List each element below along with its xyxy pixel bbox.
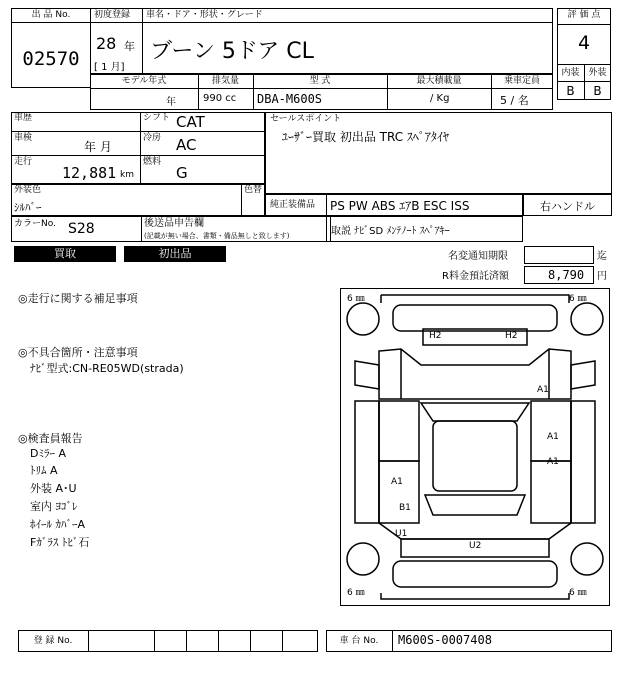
exterior-color: ｼﾙﾊﾞｰ: [14, 201, 42, 214]
ac-label: 冷房: [143, 133, 162, 143]
registration-year: 28: [96, 34, 117, 53]
chassis-label: 車 台 No.: [339, 636, 379, 646]
inspector-item: ﾄﾘﾑ A: [30, 464, 58, 477]
damage-mark: A1: [537, 385, 549, 395]
inspector-item: 室内 ﾖｺﾞﾚ: [30, 500, 78, 513]
fuel-label: 燃料: [143, 157, 162, 167]
docs-note: (記載が無い場合、書類・備品無しと致します): [144, 232, 290, 240]
purchase-badge: 買取: [14, 246, 116, 262]
score-label: 評 価 点: [567, 10, 601, 20]
manual-items: 取説 ﾅﾋﾞSD ﾒﾝﾃﾉｰﾄ ｽﾍﾟｱｷｰ: [331, 226, 450, 237]
docs-label: 後送品申告欄: [144, 218, 204, 229]
color-box: [11, 184, 265, 216]
displacement: 990 cc: [203, 93, 237, 104]
registration-label: 登 録 No.: [33, 636, 73, 646]
car-diagram: [340, 288, 610, 606]
color-number-label: カラーNo.: [14, 219, 56, 229]
details-box: [11, 112, 265, 184]
recycle-amount: 8,790: [548, 268, 585, 282]
tire-depth-front-right: 6 ㎜: [569, 294, 587, 304]
fuel: G: [176, 164, 188, 182]
defect-notes-title: ◎不具合箇所・注意事項: [18, 346, 138, 359]
equipment-label: 純正装備品: [270, 200, 316, 210]
sales-point: ﾕｰｻﾞｰ買取 初出品 TRC ｽﾍﾟｱﾀｲﾔ: [282, 130, 449, 144]
tire-depth-rear-left: 6 ㎜: [347, 588, 365, 598]
car-outline-drawing: [341, 289, 609, 605]
damage-mark: H2: [505, 331, 518, 341]
damage-mark: A1: [547, 432, 559, 442]
car-name: ブーン 5ドア CL: [150, 39, 314, 64]
score: 4: [577, 32, 591, 54]
damage-mark: H2: [429, 331, 442, 341]
mileage: 12,881: [62, 164, 117, 182]
equipment: PS PW ABS ｴｱB ESC ISS: [330, 199, 470, 213]
name-change-unit: 迄: [597, 251, 607, 262]
registration-year-unit: 年: [124, 40, 135, 53]
inspector-item: 外装 A･U: [30, 482, 77, 495]
tire-depth-front-left: 6 ㎜: [347, 294, 365, 304]
damage-mark: B1: [399, 503, 411, 513]
exterior-label: 外装: [588, 68, 607, 78]
model-year-unit: 年: [166, 97, 176, 108]
chassis-number: M600S-0007408: [398, 633, 492, 647]
car-name-label: 車名・ドア・形状・グレード: [146, 10, 263, 20]
inspection-label: 車検: [14, 133, 33, 143]
registration-month: [ 1 月]: [94, 62, 125, 73]
inspector-item: Fｶﾞﾗｽ ﾄﾋﾞ石: [30, 536, 90, 549]
damage-mark: U2: [469, 541, 482, 551]
interior-grade: B: [566, 84, 575, 98]
mileage-unit: km: [120, 170, 134, 180]
color-label: 外装色: [14, 185, 42, 195]
history-label: 車歴: [14, 113, 33, 123]
inspector-report-title: ◎検査員報告: [18, 432, 83, 445]
steering: 右ハンドル: [540, 200, 595, 213]
driving-notes-title: ◎走行に関する補足事項: [18, 292, 138, 305]
sales-point-label: セールスポイント: [270, 114, 342, 124]
recycle-unit: 円: [597, 271, 607, 282]
max-load-label: 最大積載量: [416, 76, 462, 86]
model-type-label: 型 式: [309, 76, 331, 86]
interior-label: 内装: [561, 68, 580, 78]
defect-item: ﾅﾋﾞ型式:CN-RE05WD(strada): [30, 362, 184, 375]
shift: CAT: [176, 113, 205, 131]
capacity-label: 乗車定員: [503, 76, 540, 86]
mileage-label: 走行: [14, 157, 33, 167]
first-registration-label: 初度登録: [94, 10, 131, 20]
exterior-grade: B: [593, 84, 602, 98]
inspector-item: Dﾐﾗｰ A: [30, 447, 66, 460]
lot-number-label: 出 品 No.: [31, 10, 71, 20]
lot-number: 02570: [22, 48, 80, 70]
damage-mark: A1: [391, 477, 403, 487]
shift-label: シフト: [143, 113, 171, 123]
model-year-label: モデル年式: [121, 76, 167, 86]
inspector-item: ﾎｲｰﾙ ｶﾊﾞｰA: [30, 518, 86, 531]
max-load: / Kg: [430, 93, 450, 104]
damage-mark: A1: [547, 457, 559, 467]
ac: AC: [176, 136, 197, 154]
tire-depth-rear-right: 6 ㎜: [569, 588, 587, 598]
first-listing-badge: 初出品: [124, 246, 226, 262]
name-change-label: 名変通知期限: [448, 251, 508, 262]
color-change-label: 色替: [244, 185, 263, 195]
color-number: S28: [68, 221, 95, 237]
capacity: 5 / 名: [500, 94, 529, 107]
inspection-value: 年 月: [84, 140, 112, 154]
model-type: DBA-M600S: [257, 92, 323, 106]
displacement-label: 排気量: [211, 76, 239, 86]
damage-mark: U1: [395, 529, 408, 539]
recycle-label: R料金預託済額: [442, 271, 509, 282]
name-change-box: [524, 246, 594, 264]
